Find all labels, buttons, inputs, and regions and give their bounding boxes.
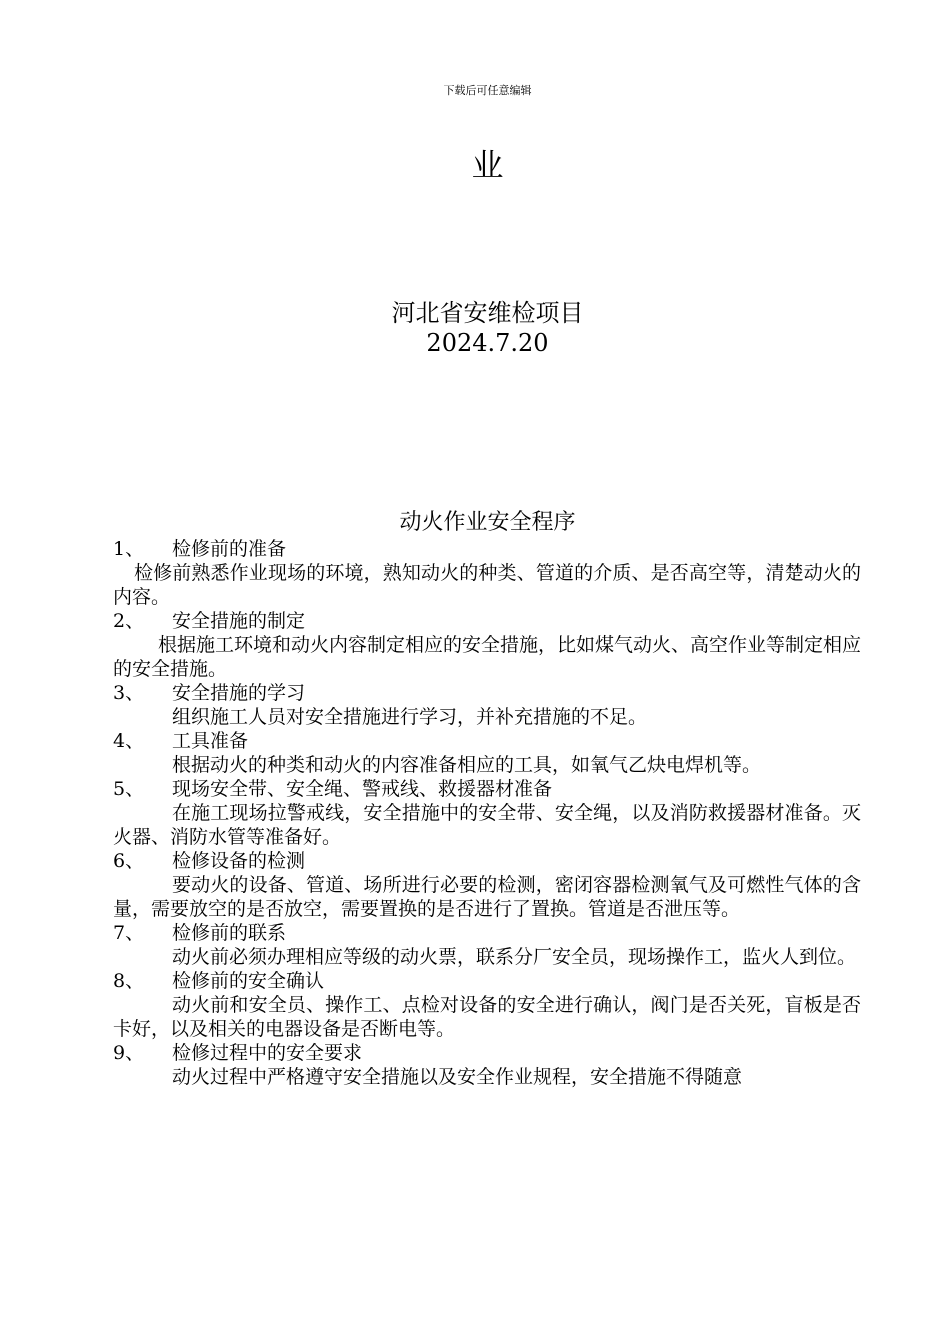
- section-heading-text: 检修过程中的安全要求: [172, 1042, 363, 1064]
- section-body: 根据施工环境和动火内容制定相应的安全措施，比如煤气动火、高空作业等制定相应的安全措施。: [113, 634, 862, 680]
- section-3: [113, 681, 861, 729]
- section-heading-text: 安全措施的制定: [172, 610, 306, 632]
- section-heading: [113, 729, 861, 753]
- section-number: 6、: [113, 850, 145, 872]
- section-number: 8、: [113, 970, 145, 992]
- section-2: [113, 609, 861, 681]
- section-body: 组织施工人员对安全措施进行学习，并补充措施的不足。: [172, 706, 648, 728]
- section-number: 4、: [113, 730, 145, 752]
- section-heading-text: 检修前的联系: [172, 922, 287, 944]
- section-body: 在施工现场拉警戒线，安全措施中的安全带、安全绳，以及消防救援器材准备。灭火器、消防水管等准备好。: [113, 802, 861, 848]
- section-heading-text: 检修设备的检测: [172, 850, 306, 872]
- section-heading: [113, 921, 861, 945]
- section-heading: [113, 969, 861, 993]
- section-heading: [113, 1041, 861, 1065]
- section-9: [113, 1041, 861, 1089]
- section-5: [113, 777, 861, 849]
- section-heading: [113, 849, 861, 873]
- cover-date: 2024.7.20: [426, 329, 549, 357]
- section-heading: [113, 609, 861, 633]
- section-8: [113, 969, 861, 1041]
- document-body: [113, 537, 861, 1089]
- section-heading-text: 现场安全带、安全绳、警戒线、救援器材准备: [172, 778, 553, 800]
- section-number: 7、: [113, 922, 145, 944]
- section-body: 动火前和安全员、操作工、点检对设备的安全进行确认，阀门是否关死，盲板是否卡好，以及相关的电器设备是否断电等。: [113, 994, 861, 1040]
- section-body: 动火过程中严格遵守安全措施以及安全作业规程，安全措施不得随意: [172, 1066, 743, 1088]
- cover-title-fragment: 业: [471, 146, 504, 184]
- section-heading: [113, 777, 861, 801]
- section-heading-text: 检修前的准备: [172, 538, 287, 560]
- section-number: 9、: [113, 1042, 145, 1064]
- cover-block: [0, 298, 950, 358]
- section-7: [113, 921, 861, 969]
- section-heading-text: 检修前的安全确认: [172, 970, 325, 992]
- section-number: 2、: [113, 610, 145, 632]
- document-title: 动火作业安全程序: [399, 510, 576, 535]
- section-heading: [113, 681, 861, 705]
- section-body: 动火前必须办理相应等级的动火票，联系分厂安全员，现场操作工，监火人到位。: [172, 946, 857, 968]
- section-heading-text: 安全措施的学习: [172, 682, 306, 704]
- section-number: 1、: [113, 538, 145, 560]
- section-heading-text: 工具准备: [172, 730, 249, 752]
- section-4: [113, 729, 861, 777]
- section-body: 检修前熟悉作业现场的环境，熟知动火的种类、管道的介质、是否高空等，清楚动火的内容。: [113, 562, 861, 608]
- section-number: 5、: [113, 778, 145, 800]
- organization-name: 河北省安维检项目: [391, 299, 584, 327]
- section-6: [113, 849, 861, 921]
- section-body: 要动火的设备、管道、场所进行必要的检测，密闭容器检测氧气及可燃性气体的含量，需要放空的是否放空，需要置换的是否进行了置换。管道是否泄压等。: [113, 874, 861, 920]
- section-heading: [113, 537, 861, 561]
- section-number: 3、: [113, 682, 145, 704]
- header-note: 下载后可任意编辑: [443, 84, 532, 97]
- section-body: 根据动火的种类和动火的内容准备相应的工具，如氧气乙炔电焊机等。: [172, 754, 762, 776]
- section-1: [113, 537, 861, 609]
